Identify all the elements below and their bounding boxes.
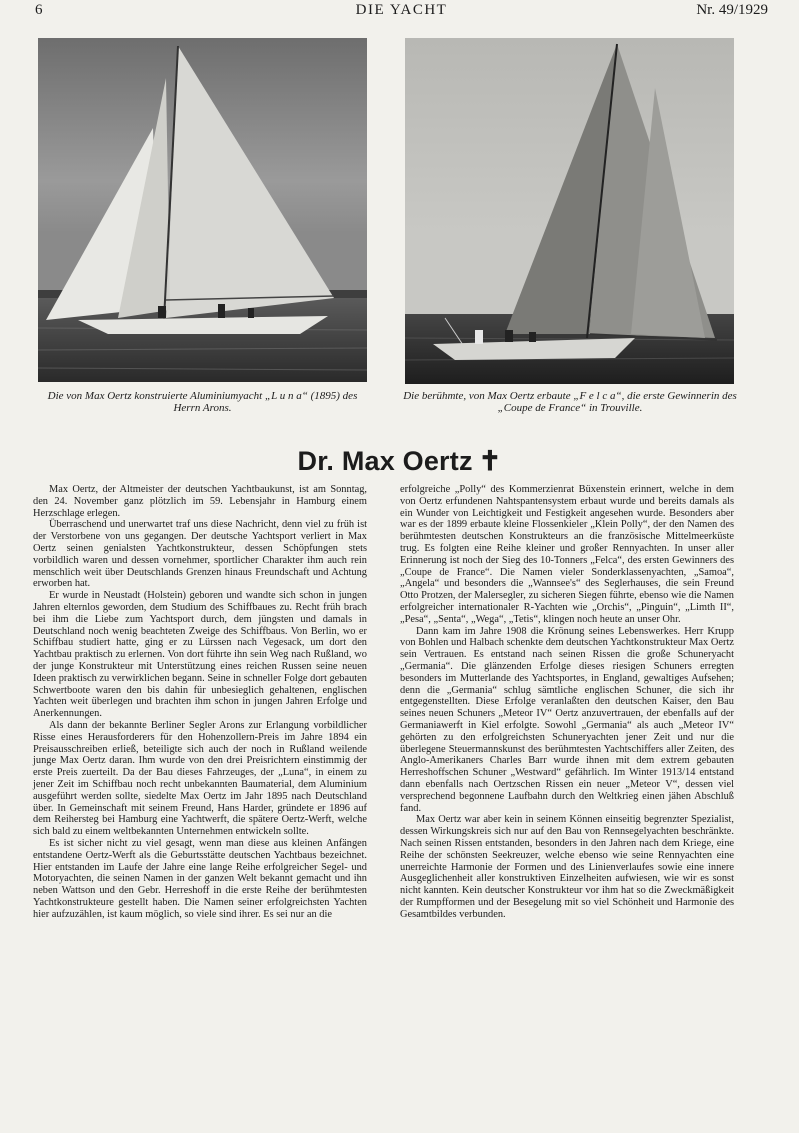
- photo-caption-left: Die von Max Oertz konstruierte Aluminiumyacht „L u n a“ (1895) des Herrn Arons.: [47, 390, 358, 414]
- paragraph: erfolgreiche „Polly“ des Kommerzienrat Büxenstein erinnert, welche in dem von Oertz erfundenen Nahtspantensystem erbaut wurde und bereits damals als ein Wunder von Leichtigkeit und Festigkeit angesehen wurde. Besonders aber war es der 1899 erbaute kleine Flossenkieler „Klein Polly“, der den Namen des berühmtesten deutschen Konstrukteurs an die französische Mittelmeerküste trug. Es folgten eine Reihe kleiner und großer Rennyachten. In unser aller Erinnerung ist noch der Sieg des 10-Tonners „Felca“, des ersten Gewinners des „Coupe de France“. Die Namen vieler Sonderklassenyachten, „Samoa“, „Angela“ und besonders die „Wannsee's“ des Seglerhauses, die sein Freund Otto Protzen, der Malersegler, zu sicheren Siegen führte, ebenso wie die Namen erfolgreicher internationaler R-Yachten wie „Orchis“, „Pinguin“, „Limth II“, „Pesa“, „Senta“, „Wega“, „Tetis“, klingen noch heute an unser Ohr.: [400, 484, 734, 625]
- page-number: 6: [35, 2, 43, 18]
- article-headline: [0, 446, 799, 477]
- felca-yacht-photo: [405, 38, 734, 384]
- paragraph: Es ist sicher nicht zu viel gesagt, wenn man diese aus kleinen Anfängen entstandene Oertz-Werft als die Geburtsstätte deutschen Yachtbaus bezeichnet. Hier entstanden im Laufe der Jahre eine lange Reihe erfolgreicher Segel- und Motoryachten, die seinen Namen in der ganzen Welt bekannt gemacht und ihn neben Wattson und den Gebr. Herreshoff in die erste Reihe der berühmtesten Yachtkonstrukteure gestellt haben. Die Namen seiner erfolgreichsten Yachten hier aufzuzählen, ist kaum möglich, so viele sind ihrer. Es sei nur an die: [33, 837, 367, 920]
- article-column-left: [33, 484, 367, 920]
- cross-icon: ✝: [478, 446, 502, 477]
- page-header: [35, 2, 768, 22]
- paragraph: Als dann der bekannte Berliner Segler Arons zur Erlangung vorbildlicher Risse eines Herausforderers für den Hohenzollern-Preis im Jahre 1894 ein Preisausschreiben erließ, beteiligte sich auch der noch in Rußland weilende junge Max Oertz daran. Ihm wurde von den drei Preisrichtern einstimmig der erste Preis zuerteilt. Da der Bau dieses Fahrzeuges, der „Luna“, in einem zu jener Zeit im Schiffbau noch recht unbekannten Baumaterial, dem Aluminium ausgeführt werden sollte, siedelte Max Oertz im Jahr 1895 nach Deutschland über. In Gemeinschaft mit seinem Freund, Hans Harder, gründete er 1896 auf dem Reihersteg bei Hamburg eine Yachtwerft, die spätere Oertz-Werft, welche sich bald zu einem weltbekannten Unternehmen entwickeln sollte.: [33, 719, 367, 838]
- paragraph: Überraschend und unerwartet traf uns diese Nachricht, denn viel zu früh ist der Verstorbene von uns gegangen. Der deutsche Yachtsport verliert in Max Oertz seinen genialsten Yachtkonstrukteur, dessen Schöpfungen stets vorbildlich waren und dessen vornehmer, sportlicher Charakter ihm auch rein menschlich weit über Deutschlands Grenzen hinaus Freundschaft und Achtung erworben hat.: [33, 519, 367, 590]
- sailing-yacht-photo-icon: [38, 38, 367, 382]
- paragraph: Er wurde in Neustadt (Holstein) geboren und wandte sich schon in jungen Jahren elternlos geworden, dem Studium des Schiffbaues zu. Recht früh brach bei ihm die Liebe zum Yachtsport durch, dem jüngsten und damals in Deutschland noch wenig beachteten Zweige des Schiffbaus. Von Berlin, wo er Schiffbau studiert hatte, ging er zu Lürssen nach Vegesack, um dort den Yachtbau praktisch zu erlernen. Von dort führte ihn sein Weg nach Rußland, wo der junge Konstrukteur mit Unterstützung eines reichen Russen seine neuen Ideen praktisch zu verwirklichen begann. Seine in schneller Folge dort gebauten Schwertboote waren den bis dahin für unbesieglich gehaltenen, englischen Yachten weit überlegen und brachten ihm schon in jungen Jahren Erfolge und Anerkennungen.: [33, 590, 367, 720]
- paragraph: Max Oertz, der Altmeister der deutschen Yachtbaukunst, ist am Sonntag, den 24. November ganz plötzlich im 59. Lebensjahr in Hamburg einem Herzschlage erlegen.: [33, 484, 367, 519]
- magazine-title: DIE YACHT: [355, 2, 448, 18]
- luna-yacht-photo: [38, 38, 367, 382]
- photo-caption-right: Die berühmte, von Max Oertz erbaute „F e l c a“, die erste Gewinnerin des „Coupe de France“ in Trouville.: [403, 390, 737, 414]
- paragraph: Max Oertz war aber kein in seinem Können einseitig begrenzter Spezialist, dessen Wirkungskreis sich nur auf den Bau von Rennsegelyachten beschränkte. Nach seinen Rissen entstanden, besonders in den Jahren nach dem Kriege, eine Reihe der schönsten Seekreuzer, welche ebenso wie seine Rennyachten eine unerreichte Harmonie der Formen und des Linienverlaufes sowie eine innere Ausgeglichenheit aller konstruktiven Einzelheiten aufwiesen, wie wir es sonst nicht kannten. Kein deutscher Konstrukteur vor ihm hat so die Zweckmäßigkeit der Rumpfformen und der Besegelung mit so viel Schönheit und Harmonie des Gesamtbildes verbunden.: [400, 814, 734, 920]
- issue-number: Nr. 49/1929: [696, 2, 768, 18]
- paragraph: Dann kam im Jahre 1908 die Krönung seines Lebenswerkes. Herr Krupp von Bohlen und Halbach schenkte dem deutschen Yachtkonstrukteur Max Oertz sein Vertrauen. Es entstand nach seinen Rissen die große Schuneryacht „Germania“. Die glänzenden Erfolge dieses riesigen Schuners erregten besonders im Mutterlande des Yachtsportes, in England, gewaltiges Aufsehen; denn die „Germania“ schlug sämtliche englischen Schuner, die sich ihr entgegenstellten. Diese Erfolge veranlaßten den deutschen Kaiser, den Bau seines neuen Schuners „Meteor IV“ Oertz anzuvertrauen, der ebenfalls auf der Germaniawerft in Kiel erfolgte. Sowohl „Germania“ als auch „Meteor IV“ gehörten zu den erfolgreichsten Schuneryachten jener Zeit und nur die überlegene Steuermannskunst des berühmtesten Yachtschiffers aller Zeiten, des Anglo-Amerikaners Charles Barr wurde ihnen mit dem extrem gebauten Herreshoffschen Schuner „Westward“ gefährlich. Im Winter 1913/14 entstand dann ebenfalls nach Oertzschen Rissen ein neuer „Meteor V“, dessen viel versprechend begonnene Laufbahn durch den Weltkrieg einen jähen Abschluß fand.: [400, 625, 734, 814]
- article-column-right: [400, 484, 734, 920]
- article-title: Dr. Max Oertz: [297, 446, 473, 476]
- sailing-yacht-photo-icon: [405, 38, 734, 384]
